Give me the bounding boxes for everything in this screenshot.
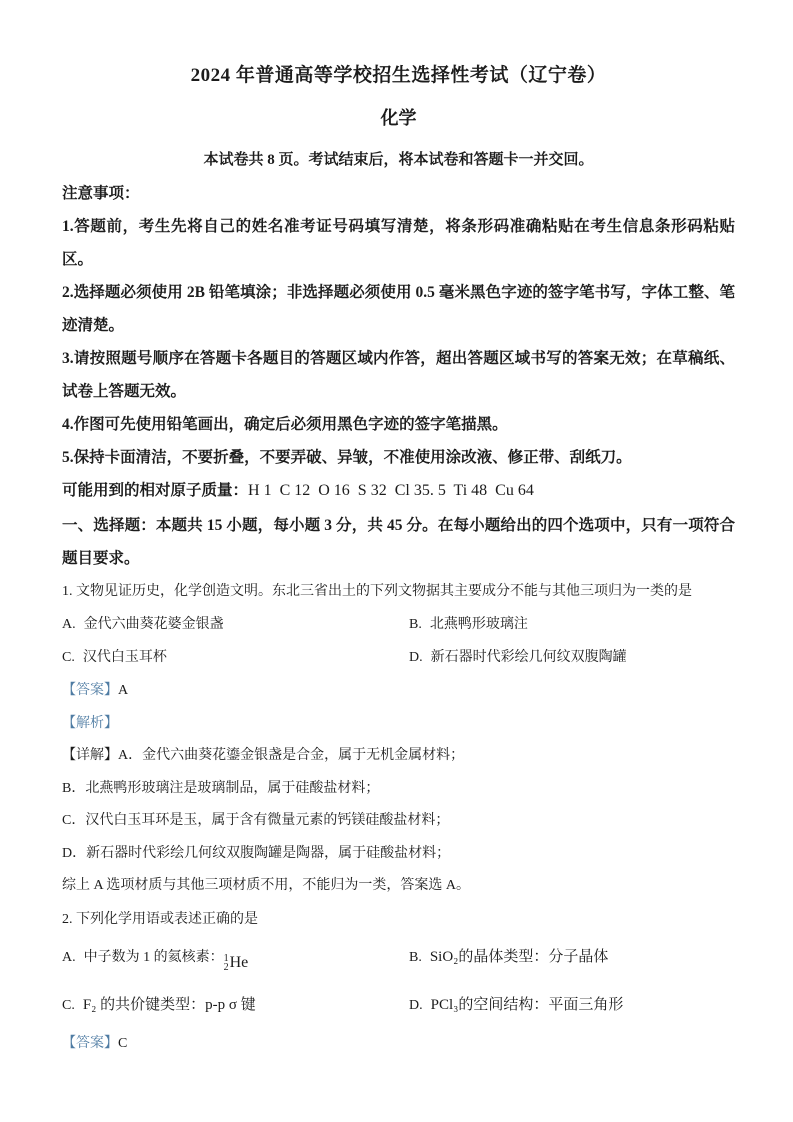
question-2-options-row-1 <box>62 936 735 985</box>
question-1-number: 1. <box>62 584 73 599</box>
detail-label: 【详解】 <box>62 748 118 763</box>
question-1-option-d: D. 新石器时代彩绘几何纹双腹陶罐 <box>409 650 627 665</box>
question-2-option-a: A. 中子数为 1 的氦核素： 1 2 He <box>62 936 409 985</box>
section-heading: 一、选择题：本题共 15 小题，每小题 3 分，共 45 分。在每小题给出的四个选项中，只有一项符合题目要求。 <box>62 517 735 567</box>
question-1-stem: 1. 文物见证历史，化学创造文明。东北三省出土的下列文物据其主要成分不能与其他三项归为一类的是 <box>62 584 692 599</box>
question-1-detail-5: 综上 A 选项材质与其他三项材质不用，不能归为一类，答案选 A。 <box>62 878 470 893</box>
question-1-detail-2: B．北燕鸭形玻璃注是玻璃制品，属于硅酸盐材料； <box>62 780 380 796</box>
question-2-option-d: D. PCl₃的空间结构：平面三角形 <box>409 997 624 1013</box>
atomic-mass-label: 可能用到的相对原子质量： <box>62 482 249 499</box>
question-1-detail-4: D．新石器时代彩绘几何纹双腹陶罐是陶器，属于硅酸盐材料； <box>62 845 451 861</box>
return-instruction: 本试卷共 8 页。考试结束后，将本试卷和答题卡一并交回。 <box>203 152 594 168</box>
question-1-option-a: A. 金代六曲葵花婆金银盏 <box>62 617 224 632</box>
question-2-option-b: B. SiO₂的晶体类型：分子晶体 <box>409 948 609 965</box>
answer-value: C <box>118 1036 128 1051</box>
question-2 <box>62 903 735 1061</box>
subject-title: 化学 <box>380 108 417 128</box>
isotope-notation: 1 2 He <box>223 952 249 973</box>
question-1-options-row-2 <box>62 641 735 674</box>
answer-value: A <box>118 683 129 698</box>
notice-item-5: 5.保持卡面清洁，不要折叠，不要弄破、异皱，不准使用涂改液、修正带、刮纸刀。 <box>62 449 632 466</box>
question-2-options-row-2 <box>62 984 735 1027</box>
question-1 <box>62 575 735 903</box>
answer-label: 【答案】 <box>62 683 118 698</box>
answer-label: 【答案】 <box>62 1036 118 1051</box>
notice-item-2: 2.选择题必须使用 2B 铅笔填涂；非选择题必须使用 0.5 毫米黑色字迹的签字笔书写，字体工整、笔迹清楚。 <box>62 284 735 334</box>
question-1-option-c: C. 汉代白玉耳杯 <box>62 650 167 665</box>
atomic-mass-line <box>62 474 735 508</box>
page-title: 2024 年普通高等学校招生选择性考试（辽宁卷） <box>190 65 607 86</box>
question-1-analysis-label: 【解析】 <box>62 716 118 731</box>
question-1-detail-1: 【详解】A．金代六曲葵花鎏金银盏是合金，属于无机金属材料； <box>62 748 465 763</box>
question-2-number: 2. <box>62 911 73 927</box>
question-2-option-c: C. F₂ 的共价键类型：p-p σ 键 <box>62 997 256 1013</box>
question-1-detail-3: C．汉代白玉耳环是玉，属于含有微量元素的钙镁硅酸盐材料； <box>62 813 450 828</box>
question-1-answer <box>62 674 735 707</box>
notice-heading: 注意事项： <box>62 185 140 202</box>
question-1-options-row-1 <box>62 608 735 641</box>
notice-item-1: 1.答题前，考生先将自己的姓名准考证号码填写清楚，将条形码准确粘贴在考生信息条形码粘贴区。 <box>62 218 735 268</box>
notice-item-4: 4.作图可先使用铅笔画出，确定后必须用黑色字迹的签字笔描黑。 <box>62 416 508 433</box>
notice-item-3: 3.请按照题号顺序在答题卡各题目的答题区域内作答，超出答题区域书写的答案无效；在草稿纸、试卷上答题无效。 <box>62 350 735 400</box>
question-2-stem: 2. 下列化学用语或表述正确的是 <box>62 911 258 927</box>
question-2-answer <box>62 1027 735 1060</box>
atomic-mass-values: H 1 C 12 O 16 S 32 Cl 35. 5 Ti 48 Cu 64 <box>248 482 534 499</box>
question-1-option-b: B. 北燕鸭形玻璃注 <box>409 617 528 632</box>
